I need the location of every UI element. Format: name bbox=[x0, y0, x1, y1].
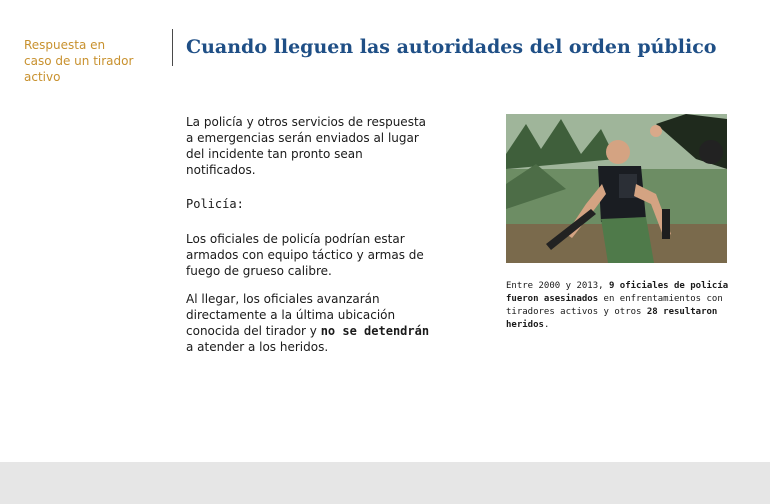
advance-paragraph bbox=[186, 291, 431, 355]
footer-bar bbox=[0, 462, 770, 504]
caption-text-2: en enfrentamientos con tiradores activos y otros bbox=[506, 294, 723, 317]
header-divider bbox=[172, 29, 173, 66]
officer-illustration bbox=[506, 114, 727, 263]
police-officer-photo bbox=[506, 114, 727, 263]
caption-emphasis-wounded: 28 resultaron heridos bbox=[506, 307, 718, 330]
photo-caption bbox=[506, 280, 746, 332]
page-title: Cuando lleguen las autoridades del orden público bbox=[186, 36, 717, 58]
caption-emphasis-killed: 9 oficiales de policía fueron asesinados bbox=[506, 281, 729, 304]
advance-emphasis: no se detendrán bbox=[320, 324, 430, 338]
advance-text: Al llegar, los oficiales avanzarán directamente a la última ubicación conocida del tirador y bbox=[186, 292, 396, 338]
advance-text-end: a atender a los heridos. bbox=[186, 340, 329, 354]
caption-text-3: . bbox=[543, 320, 550, 330]
intro-paragraph: La policía y otros servicios de respuesta a emergencias serán enviados al lugar del incidente tan pronto sean notificados. bbox=[186, 115, 426, 177]
police-label: Policía: bbox=[186, 197, 244, 211]
caption-text-1: Entre 2000 y 2013, bbox=[506, 281, 609, 291]
armed-paragraph: Los oficiales de policía podrían estar armados con equipo táctico y armas de fuego de grueso calibre. bbox=[186, 232, 424, 278]
course-title: Respuesta en caso de un tirador activo bbox=[24, 38, 134, 84]
